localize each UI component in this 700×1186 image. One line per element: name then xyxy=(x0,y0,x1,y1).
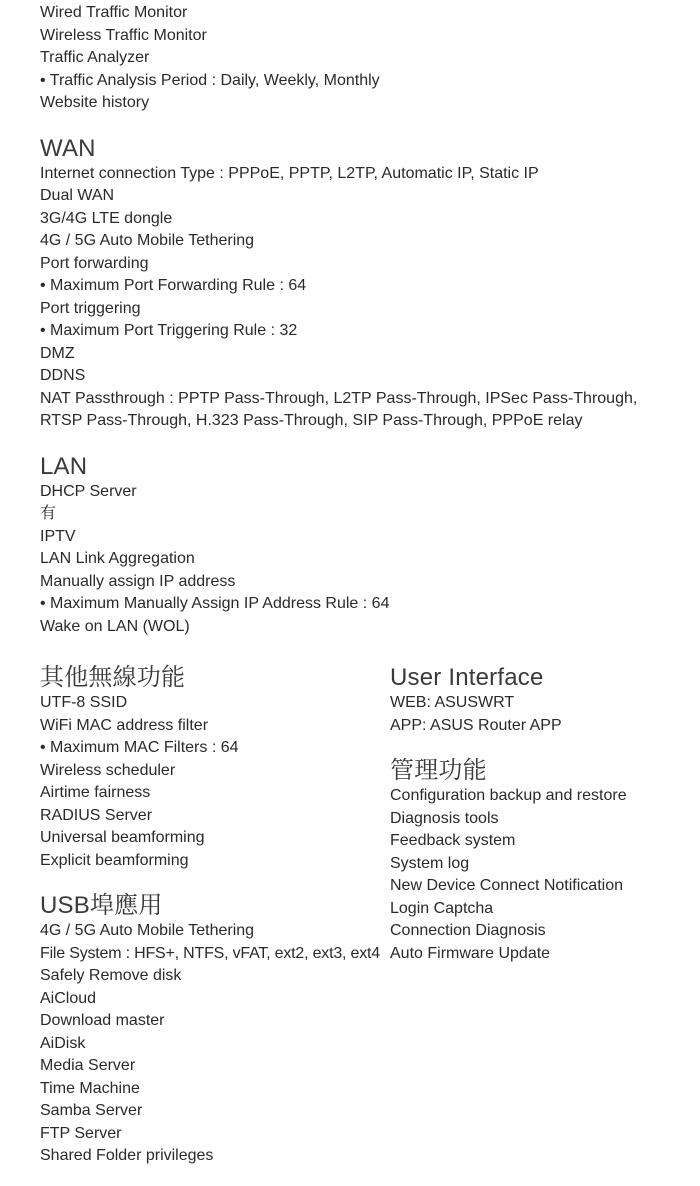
list-item: New Device Connect Notification xyxy=(390,877,623,894)
list-item: Samba Server xyxy=(40,1102,143,1119)
list-item: 3G/4G LTE dongle xyxy=(40,209,173,227)
list-item: Internet connection Type : PPPoE, PPTP, L2TP, Automatic IP, Static IP xyxy=(40,164,539,182)
list-item: NAT Passthrough : PPTP Pass-Through, L2TP Pass-Through, IPSec Pass-Through, RTSP Pass-Through, H.323 Pass-Through, SIP Pass-Through, PPPoE relay xyxy=(40,389,638,429)
list-item: Wired Traffic Monitor xyxy=(40,4,188,21)
list-item: Traffic Analyzer xyxy=(40,49,150,66)
list-item: Explicit beamforming xyxy=(40,851,189,869)
list-item: WEB: ASUSWRT xyxy=(390,694,515,711)
list-item: WiFi MAC address filter xyxy=(40,716,209,734)
list-item: Website history xyxy=(40,94,150,111)
section-title-wireless-other: 其他無線功能 xyxy=(40,664,186,691)
list-item: • Maximum Port Forwarding Rule : 64 xyxy=(40,277,307,294)
list-item: DDNS xyxy=(40,367,86,384)
list-item: Configuration backup and restore xyxy=(390,787,627,804)
list-item: 4G / 5G Auto Mobile Tethering xyxy=(40,232,255,249)
list-item: UTF-8 SSID xyxy=(40,694,128,711)
list-item: Shared Folder privileges xyxy=(40,1147,214,1164)
section-title-user-interface: User Interface xyxy=(390,664,544,691)
section-title-wan: WAN xyxy=(40,134,96,162)
list-item: Universal beamforming xyxy=(40,829,205,846)
management-section xyxy=(390,757,690,965)
wireless-other-section xyxy=(40,664,385,872)
list-item: • Traffic Analysis Period : Daily, Weekly, Monthly xyxy=(40,71,380,89)
user-interface-section xyxy=(390,664,690,737)
list-item: 4G / 5G Auto Mobile Tethering xyxy=(40,922,255,939)
section-title-management: 管理功能 xyxy=(390,757,487,784)
list-item: Wireless Traffic Monitor xyxy=(40,26,207,44)
list-item: System log xyxy=(390,854,470,872)
list-item: Wireless scheduler xyxy=(40,761,176,779)
list-item: File System : HFS+, NTFS, vFAT, ext2, ext3, ext4 xyxy=(40,944,380,962)
lan-section xyxy=(40,453,690,639)
list-item: Diagnosis tools xyxy=(390,809,499,827)
list-item: Port triggering xyxy=(40,299,141,317)
list-item: Media Server xyxy=(40,1057,136,1074)
section-title-lan: LAN xyxy=(40,452,88,480)
list-item: IPTV xyxy=(40,527,76,545)
list-item: DHCP Server xyxy=(40,482,137,500)
list-item: Time Machine xyxy=(40,1079,140,1097)
spec-main-column xyxy=(40,2,690,638)
list-item: RADIUS Server xyxy=(40,806,153,824)
list-item: Airtime fairness xyxy=(40,784,151,801)
list-item: Wake on LAN (WOL) xyxy=(40,617,190,635)
list-item: Port forwarding xyxy=(40,254,149,272)
list-item: Safely Remove disk xyxy=(40,967,182,984)
list-item: • Maximum MAC Filters : 64 xyxy=(40,739,239,756)
list-item: Download master xyxy=(40,1012,165,1029)
traffic-section xyxy=(40,2,690,115)
wan-section xyxy=(40,135,690,433)
spec-right-column xyxy=(390,664,690,965)
list-item: DMZ xyxy=(40,344,75,362)
list-item: APP: ASUS Router APP xyxy=(390,716,562,734)
list-item: 有 xyxy=(40,505,57,522)
spec-left-column xyxy=(40,664,385,1168)
list-item: Dual WAN xyxy=(40,187,115,204)
list-item: • Maximum Port Triggering Rule : 32 xyxy=(40,322,298,339)
list-item: • Maximum Manually Assign IP Address Rule : 64 xyxy=(40,595,390,612)
usb-section xyxy=(40,892,385,1168)
list-item: Feedback system xyxy=(390,832,516,849)
list-item: FTP Server xyxy=(40,1124,122,1142)
section-title-usb: USB埠應用 xyxy=(40,892,163,919)
list-item: AiDisk xyxy=(40,1034,86,1052)
list-item: LAN Link Aggregation xyxy=(40,550,195,567)
list-item: AiCloud xyxy=(40,989,97,1007)
list-item: Login Captcha xyxy=(390,899,494,917)
list-item: Connection Diagnosis xyxy=(390,922,546,939)
list-item: Manually assign IP address xyxy=(40,572,236,590)
list-item: Auto Firmware Update xyxy=(390,944,551,962)
